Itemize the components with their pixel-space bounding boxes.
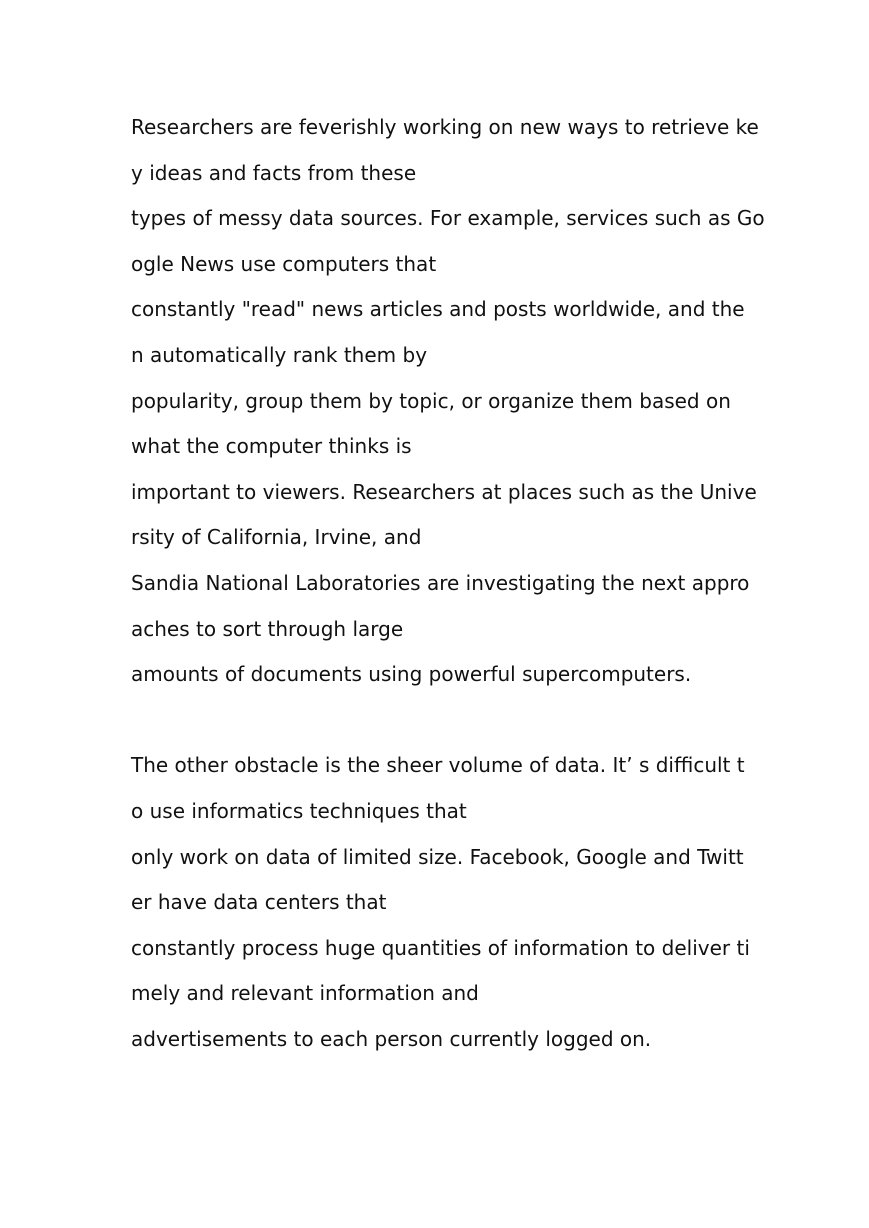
text-line: what the computer thinks is [131, 434, 412, 459]
paragraph-1 [131, 105, 765, 698]
text-line: The other obstacle is the sheer volume of data. It’ s difficult t [131, 753, 745, 778]
text-line: popularity, group them by topic, or organize them based on [131, 388, 731, 413]
text-line: mely and relevant information and [131, 981, 479, 1006]
text-line: n automatically rank them by [131, 342, 428, 367]
text-line: Researchers are feverishly working on new ways to retrieve ke [131, 115, 759, 139]
paragraph-2 [131, 743, 751, 1062]
text-line: ogle News use computers that [131, 251, 437, 276]
text-line: o use informatics techniques that [131, 798, 467, 823]
text-line: important to viewers. Researchers at places such as the Unive [131, 479, 757, 504]
paragraph-spacer [131, 698, 751, 744]
text-line: advertisements to each person currently logged on. [131, 1026, 652, 1051]
document-body [131, 105, 765, 1062]
text-line: types of messy data sources. For example, services such as Go [131, 206, 765, 231]
text-line: rsity of California, Irvine, and [131, 525, 422, 550]
text-line: aches to sort through large [131, 616, 404, 641]
text-line: y ideas and facts from these [131, 160, 417, 185]
text-line: amounts of documents using powerful supercomputers. [131, 662, 692, 687]
text-line: only work on data of limited size. Facebook, Google and Twitt [131, 844, 744, 869]
text-line: Sandia National Laboratories are investigating the next appro [131, 570, 750, 595]
text-line: constantly process huge quantities of information to deliver ti [131, 935, 750, 960]
text-line: constantly "read" news articles and posts worldwide, and the [131, 297, 745, 322]
text-line: er have data centers that [131, 890, 387, 915]
